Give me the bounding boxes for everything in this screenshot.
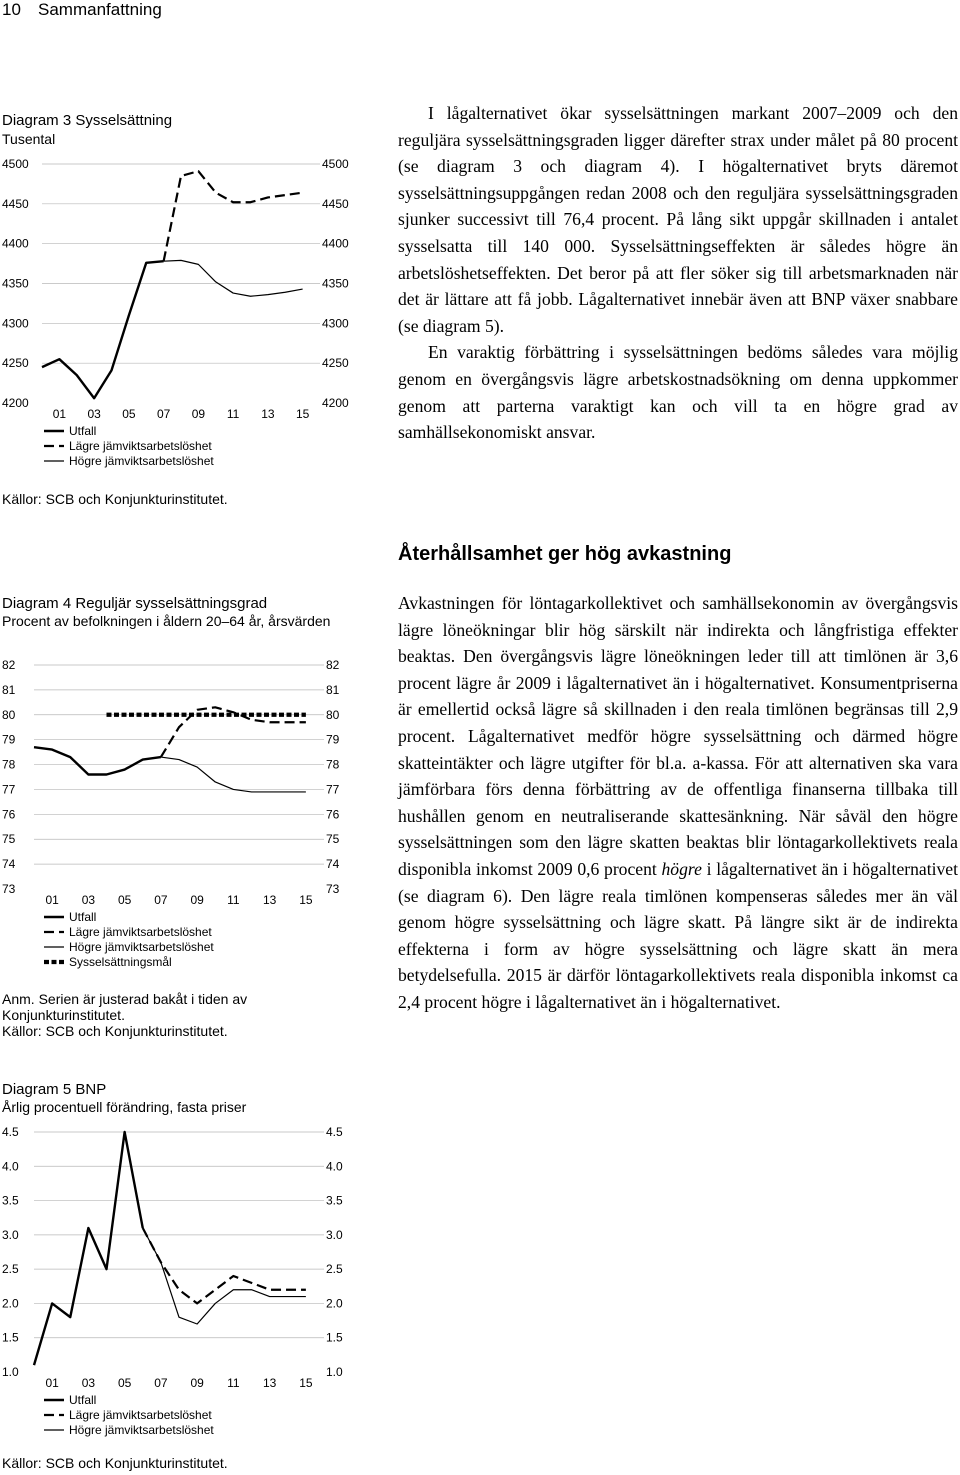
series-line-1: [143, 1228, 306, 1303]
y-tick-label-left: 81: [2, 682, 16, 697]
y-tick-label-left: 4300: [2, 316, 29, 331]
y-tick-label-right: 4300: [322, 316, 349, 331]
paragraph: En varaktig förbättring i sysselsättningen bedöms således vara möjlig genom en övergångsvis lägre arbetskostnadsökning om denna uppkommer genom att parterna varaktigt kan och vill ta en högre grad av samhällsekonomiskt ansvar.: [398, 342, 958, 443]
y-tick-label-left: 75: [2, 832, 16, 847]
diagram3-source: Källor: SCB och Konjunkturinstitutet.: [2, 491, 228, 507]
y-tick-label-left: 77: [2, 782, 16, 797]
diagram4-title: Diagram 4 Reguljär sysselsättningsgrad: [2, 595, 268, 612]
y-tick-label-left: 4450: [2, 196, 29, 211]
diagram3-subtitle: Tusental: [2, 131, 56, 147]
y-tick-label-right: 3.5: [326, 1193, 343, 1208]
legend-label: Utfall: [69, 1393, 97, 1407]
x-tick-label: 05: [117, 893, 132, 907]
y-tick-label-right: 81: [326, 682, 340, 697]
x-tick-label: 05: [122, 407, 136, 421]
diagram5-chart: [0, 1118, 372, 1448]
y-tick-label-right: 2.5: [326, 1262, 343, 1277]
diagram5-source: Källor: SCB och Konjunkturinstitutet.: [2, 1455, 228, 1471]
legend-label: Utfall: [69, 910, 97, 924]
y-tick-label-right: 78: [326, 757, 340, 772]
legend-label: Lägre jämviktsarbetslöshet: [69, 925, 212, 939]
diagram3-title: Diagram 3 Sysselsättning: [2, 112, 173, 129]
y-tick-label-left: 4500: [2, 157, 29, 171]
series-line-1: [164, 171, 303, 261]
y-tick-label-left: 2.0: [2, 1296, 19, 1311]
y-tick-label-right: 79: [326, 732, 340, 747]
legend-label: Högre jämviktsarbetslöshet: [69, 454, 214, 468]
series-line-2: [161, 757, 306, 792]
y-tick-label-right: 76: [326, 807, 340, 822]
legend-label: Sysselsättningsmål: [69, 955, 172, 969]
y-tick-label-left: 3.5: [2, 1193, 19, 1208]
y-tick-label-left: 76: [2, 807, 16, 822]
y-tick-label-right: 4450: [322, 196, 349, 211]
diagram4-source: Källor: SCB och Konjunkturinstitutet.: [2, 1023, 228, 1039]
y-tick-label-right: 73: [326, 882, 340, 896]
x-tick-label: 01: [52, 407, 67, 421]
y-tick-label-left: 3.0: [2, 1227, 19, 1242]
y-tick-label-right: 4.5: [326, 1125, 343, 1139]
legend-label: Utfall: [69, 424, 97, 438]
x-tick-label: 13: [262, 1376, 277, 1390]
y-tick-label-right: 1.0: [326, 1365, 343, 1379]
paragraph-part: Avkastningen för löntagarkollektivet och samhällsekonomin av övergångsvis lägre löneökningar blir hög särskilt när indirekta och långfristiga effekter beaktas. Den övergångsvis lägre löneökningen leder till att timlönen är 3,6 procent lägre år 2009 i lågalternativet än i högalternativet. Konsumentpriserna är emellertid också lägre så skillnaden i den reala timlönen begränsas till 2,9 procent. Lågalternativet medför högre sysselsättning och därmed högre skatteintäkter och lägre utgifter för bl.a. a-kassa. För att alternativen ska vara jämförbara förs denna förbättring av de offentliga finanserna tillbaka till hushållen genom en neutraliserande skattesänkning. När såväl den högre sysselsättningen som den lägre skatten beaktas blir löntagarkollektivets reala disponibla inkomst 2009 0,6 procent: [398, 593, 958, 879]
legend-label: Lägre jämviktsarbetslöshet: [69, 439, 212, 453]
series-line-2: [143, 1228, 306, 1324]
diagram5-subtitle: Årlig procentuell förändring, fasta priser: [2, 1099, 247, 1115]
text-block-1: [398, 100, 958, 446]
y-tick-label-right: 82: [326, 658, 340, 672]
y-tick-label-right: 75: [326, 832, 340, 847]
legend-label: Högre jämviktsarbetslöshet: [69, 940, 214, 954]
paragraph: I lågalternativet ökar sysselsättningen markant 2007–2009 och den reguljära sysselsättningsgraden ligger därefter strax under målet på 80 procent (se diagram 3 och diagram 4). I högalternativet bryts däremot sysselsättningsuppgången redan 2008 och den reguljära sysselsättningsgraden sjunker successivt till 76,4 procent. På lång sikt uppgår skillnaden i antalet sysselsatta till 140 000. Sysselsättningseffekten är således högre än arbetslöshetseffekten. Det beror på att fler söker sig till arbetsmarknaden när det är lättare att få jobb. Lågalternativet innebär även att BNP växer snabbare (se diagram 5).: [398, 103, 958, 336]
y-tick-label-left: 4400: [2, 236, 29, 251]
y-tick-label-right: 80: [326, 707, 340, 722]
y-tick-label-left: 4.5: [2, 1125, 19, 1139]
x-tick-label: 09: [190, 893, 204, 907]
diagram4-chart: [0, 650, 372, 980]
y-tick-label-right: 1.5: [326, 1330, 343, 1345]
x-tick-label: 07: [154, 893, 168, 907]
x-tick-label: 11: [227, 893, 240, 907]
text-block-2: [398, 590, 958, 1016]
y-tick-label-right: 4350: [322, 276, 349, 291]
series-line-0: [34, 1132, 143, 1365]
x-tick-label: 03: [81, 1376, 96, 1390]
series-line-0: [34, 747, 161, 774]
x-tick-label: 09: [191, 407, 206, 421]
y-tick-label-left: 4.0: [2, 1159, 19, 1174]
paragraph-part: i lågalternativet än i högalternativet (se diagram 6). Den lägre reala timlönen kompenseras således mer än väl genom högre sysselsättning och lägre skatt. På längre sikt är de indirekta effekterna i form av högre sysselsättning och lägre skatt än mera betydelsefulla. 2015 är därför löntagarkollektivets reala disponibla inkomst ca 2,4 procent högre i lågalternativet än i högalternativet.: [398, 858, 958, 1012]
x-tick-label: 05: [117, 1376, 132, 1390]
y-tick-label-right: 74: [326, 857, 340, 872]
diagram4-note: Anm. Serien är justerad bakåt i tiden av Konjunkturinstitutet.: [2, 991, 248, 1023]
diagram5-title: Diagram 5 BNP: [2, 1081, 107, 1098]
section-heading: Återhållsamhet ger hög avkastning: [398, 543, 732, 565]
x-tick-label: 07: [154, 1376, 168, 1390]
y-tick-label-left: 1.0: [2, 1365, 19, 1379]
x-tick-label: 09: [190, 1376, 204, 1390]
y-tick-label-left: 1.5: [2, 1330, 19, 1345]
y-tick-label-right: 3.0: [326, 1227, 343, 1242]
x-tick-label: 07: [156, 407, 171, 421]
y-tick-label-left: 79: [2, 732, 16, 747]
y-tick-label-left: 2.5: [2, 1262, 19, 1277]
emphasis: högre: [661, 858, 702, 879]
y-tick-label-right: 4400: [322, 236, 349, 251]
page-number: 10: [2, 0, 21, 19]
x-tick-label: 15: [299, 893, 313, 907]
x-tick-label: 15: [295, 407, 310, 421]
diagram3-chart: [0, 150, 372, 482]
y-tick-label-left: 4350: [2, 276, 29, 291]
paragraph: [398, 590, 958, 1016]
x-tick-label: 15: [299, 1376, 313, 1390]
y-tick-label-left: 78: [2, 757, 16, 772]
y-tick-label-left: 4200: [2, 396, 29, 410]
series-line-0: [42, 261, 164, 398]
diagram4-subtitle: Procent av befolkningen i åldern 20–64 år, årsvärden: [2, 613, 331, 629]
y-tick-label-right: 2.0: [326, 1296, 343, 1311]
y-tick-label-left: 80: [2, 707, 16, 722]
y-tick-label-right: 4.0: [326, 1159, 343, 1174]
x-tick-label: 13: [262, 893, 277, 907]
legend-label: Högre jämviktsarbetslöshet: [69, 1423, 214, 1437]
x-tick-label: 01: [45, 1376, 59, 1390]
y-tick-label-right: 4250: [322, 356, 349, 371]
y-tick-label-left: 4250: [2, 356, 29, 371]
y-tick-label-left: 74: [2, 857, 16, 872]
y-tick-label-left: 73: [2, 882, 16, 896]
x-tick-label: 03: [81, 893, 96, 907]
page-header: [0, 0, 960, 22]
legend-label: Lägre jämviktsarbetslöshet: [69, 1408, 212, 1422]
x-tick-label: 11: [227, 1376, 240, 1390]
x-tick-label: 11: [226, 407, 240, 421]
x-tick-label: 03: [87, 407, 101, 421]
y-tick-label-left: 82: [2, 658, 16, 672]
x-tick-label: 13: [261, 407, 275, 421]
y-tick-label-right: 4500: [322, 157, 349, 171]
x-tick-label: 01: [45, 893, 59, 907]
section-title: Sammanfattning: [38, 0, 162, 19]
series-line-2: [164, 260, 303, 296]
y-tick-label-right: 4200: [322, 396, 349, 410]
y-tick-label-right: 77: [326, 782, 340, 797]
